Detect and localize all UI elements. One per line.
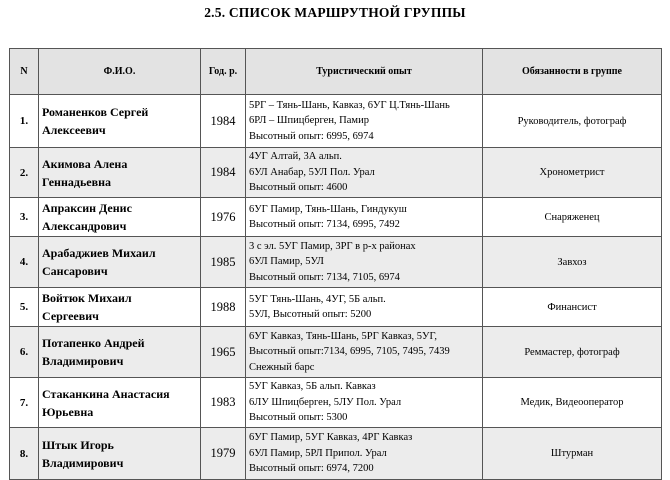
table-body — [10, 95, 662, 480]
row-number: 3. — [10, 198, 39, 237]
experience-line: 6РЛ – Шпицберген, Памир — [249, 115, 369, 127]
header-duty: Обязанности в группе — [483, 49, 662, 95]
member-patronymic: Геннадьевна — [42, 174, 112, 189]
experience-line: Высотный опыт:7134, 6995, 7105, 7495, 7439 — [249, 346, 450, 358]
member-name — [39, 378, 201, 428]
birth-year: 1979 — [201, 428, 246, 480]
member-name — [39, 288, 201, 327]
member-surname-firstname: Акимова Алена — [42, 156, 128, 171]
route-group-table — [9, 48, 662, 480]
table-row — [10, 198, 662, 237]
experience-line: 4УГ Алтай, 3А альп. — [249, 151, 342, 163]
table-row — [10, 95, 662, 148]
experience-line: Высотный опыт: 7134, 7105, 6974 — [249, 271, 400, 283]
tourist-experience — [246, 148, 483, 198]
row-number: 2. — [10, 148, 39, 198]
row-number: 6. — [10, 327, 39, 378]
group-duty: Хронометрист — [483, 148, 662, 198]
experience-line: Высотный опыт: 6974, 7200 — [249, 463, 374, 475]
row-number: 1. — [10, 95, 39, 148]
member-surname-firstname: Арабаджиев Михаил — [42, 246, 156, 260]
member-name — [39, 198, 201, 237]
group-duty: Медик, Видеооператор — [483, 378, 662, 428]
member-patronymic: Александрович — [42, 219, 127, 233]
experience-line: 6УГ Памир, Тянь-Шань, Гиндукуш — [249, 203, 407, 215]
experience-line: Снежный барс — [249, 361, 315, 373]
member-patronymic: Алексеевич — [42, 123, 106, 137]
member-surname-firstname: Стаканкина Анастасия — [42, 386, 170, 401]
experience-line: 6УГ Кавказ, Тянь-Шань, 5РГ Кавказ, 5УГ, — [249, 330, 437, 342]
group-duty: Реммастер, фотограф — [483, 327, 662, 378]
header-number: N — [10, 49, 39, 95]
group-duty: Штурман — [483, 428, 662, 480]
group-duty: Снаряженец — [483, 198, 662, 237]
tourist-experience — [246, 327, 483, 378]
member-patronymic: Сергеевич — [42, 309, 99, 323]
member-surname-firstname: Романенков Сергей — [42, 105, 149, 119]
experience-line: Высотный опыт: 7134, 6995, 7492 — [249, 219, 400, 230]
group-duty: Руководитель, фотограф — [483, 95, 662, 148]
member-surname-firstname: Войтюк Михаил — [42, 291, 132, 305]
experience-line: 3 с эл. 5УГ Памир, 3РГ в р-х районах — [249, 240, 416, 252]
document-title: 2.5. СПИСОК МАРШРУТНОЙ ГРУППЫ — [204, 5, 466, 20]
experience-line: 6УГ Памир, 5УГ Кавказ, 4РГ Кавказ — [249, 432, 413, 444]
group-duty: Финансист — [483, 288, 662, 327]
member-surname-firstname: Апраксин Денис — [42, 201, 132, 215]
experience-line: 6УЛ Памир, 5УЛ — [249, 256, 324, 268]
row-number: 4. — [10, 237, 39, 288]
experience-line: 5РГ – Тянь-Шань, Кавказ, 6УГ Ц.Тянь-Шань — [249, 99, 450, 111]
experience-line: Высотный опыт: 4600 — [249, 182, 348, 194]
header-experience: Туристический опыт — [246, 49, 483, 95]
member-name — [39, 327, 201, 378]
experience-line: 5УЛ, Высотный опыт: 5200 — [249, 309, 372, 320]
member-name — [39, 148, 201, 198]
member-surname-firstname: Потапенко Андрей — [42, 336, 145, 350]
member-patronymic: Сансарович — [42, 264, 108, 278]
birth-year: 1965 — [201, 327, 246, 378]
table-row — [10, 327, 662, 378]
experience-line: Высотный опыт: 5300 — [249, 412, 348, 424]
row-number: 5. — [10, 288, 39, 327]
birth-year: 1976 — [201, 198, 246, 237]
member-patronymic: Юрьевна — [42, 404, 94, 419]
member-patronymic: Владимирович — [42, 354, 124, 368]
birth-year: 1984 — [201, 95, 246, 148]
header-year: Год. р. — [201, 49, 246, 95]
header-name: Ф.И.О. — [39, 49, 201, 95]
birth-year: 1988 — [201, 288, 246, 327]
member-name — [39, 237, 201, 288]
experience-line: 6УЛ Анабар, 5УЛ Пол. Урал — [249, 166, 375, 178]
tourist-experience — [246, 95, 483, 148]
member-name — [39, 95, 201, 148]
tourist-experience — [246, 288, 483, 327]
experience-line: 6УЛ Памир, 5РЛ Припол. Урал — [249, 447, 387, 459]
table-row — [10, 378, 662, 428]
table-row — [10, 148, 662, 198]
experience-line: 6ЛУ Шпицберген, 5ЛУ Пол. Урал — [249, 396, 402, 408]
table-row — [10, 288, 662, 327]
table-header-row — [10, 49, 662, 95]
table-row — [10, 237, 662, 288]
birth-year: 1983 — [201, 378, 246, 428]
birth-year: 1985 — [201, 237, 246, 288]
row-number: 8. — [10, 428, 39, 480]
row-number: 7. — [10, 378, 39, 428]
experience-line: Высотный опыт: 6995, 6974 — [249, 130, 374, 142]
tourist-experience — [246, 378, 483, 428]
tourist-experience — [246, 237, 483, 288]
experience-line: 5УГ Кавказ, 5Б альп. Кавказ — [249, 381, 376, 393]
birth-year: 1984 — [201, 148, 246, 198]
tourist-experience — [246, 198, 483, 237]
member-patronymic: Владимирович — [42, 455, 124, 470]
member-surname-firstname: Штык Игорь — [42, 437, 114, 452]
experience-line: 5УГ Тянь-Шань, 4УГ, 5Б альп. — [249, 293, 386, 305]
group-duty: Завхоз — [483, 237, 662, 288]
